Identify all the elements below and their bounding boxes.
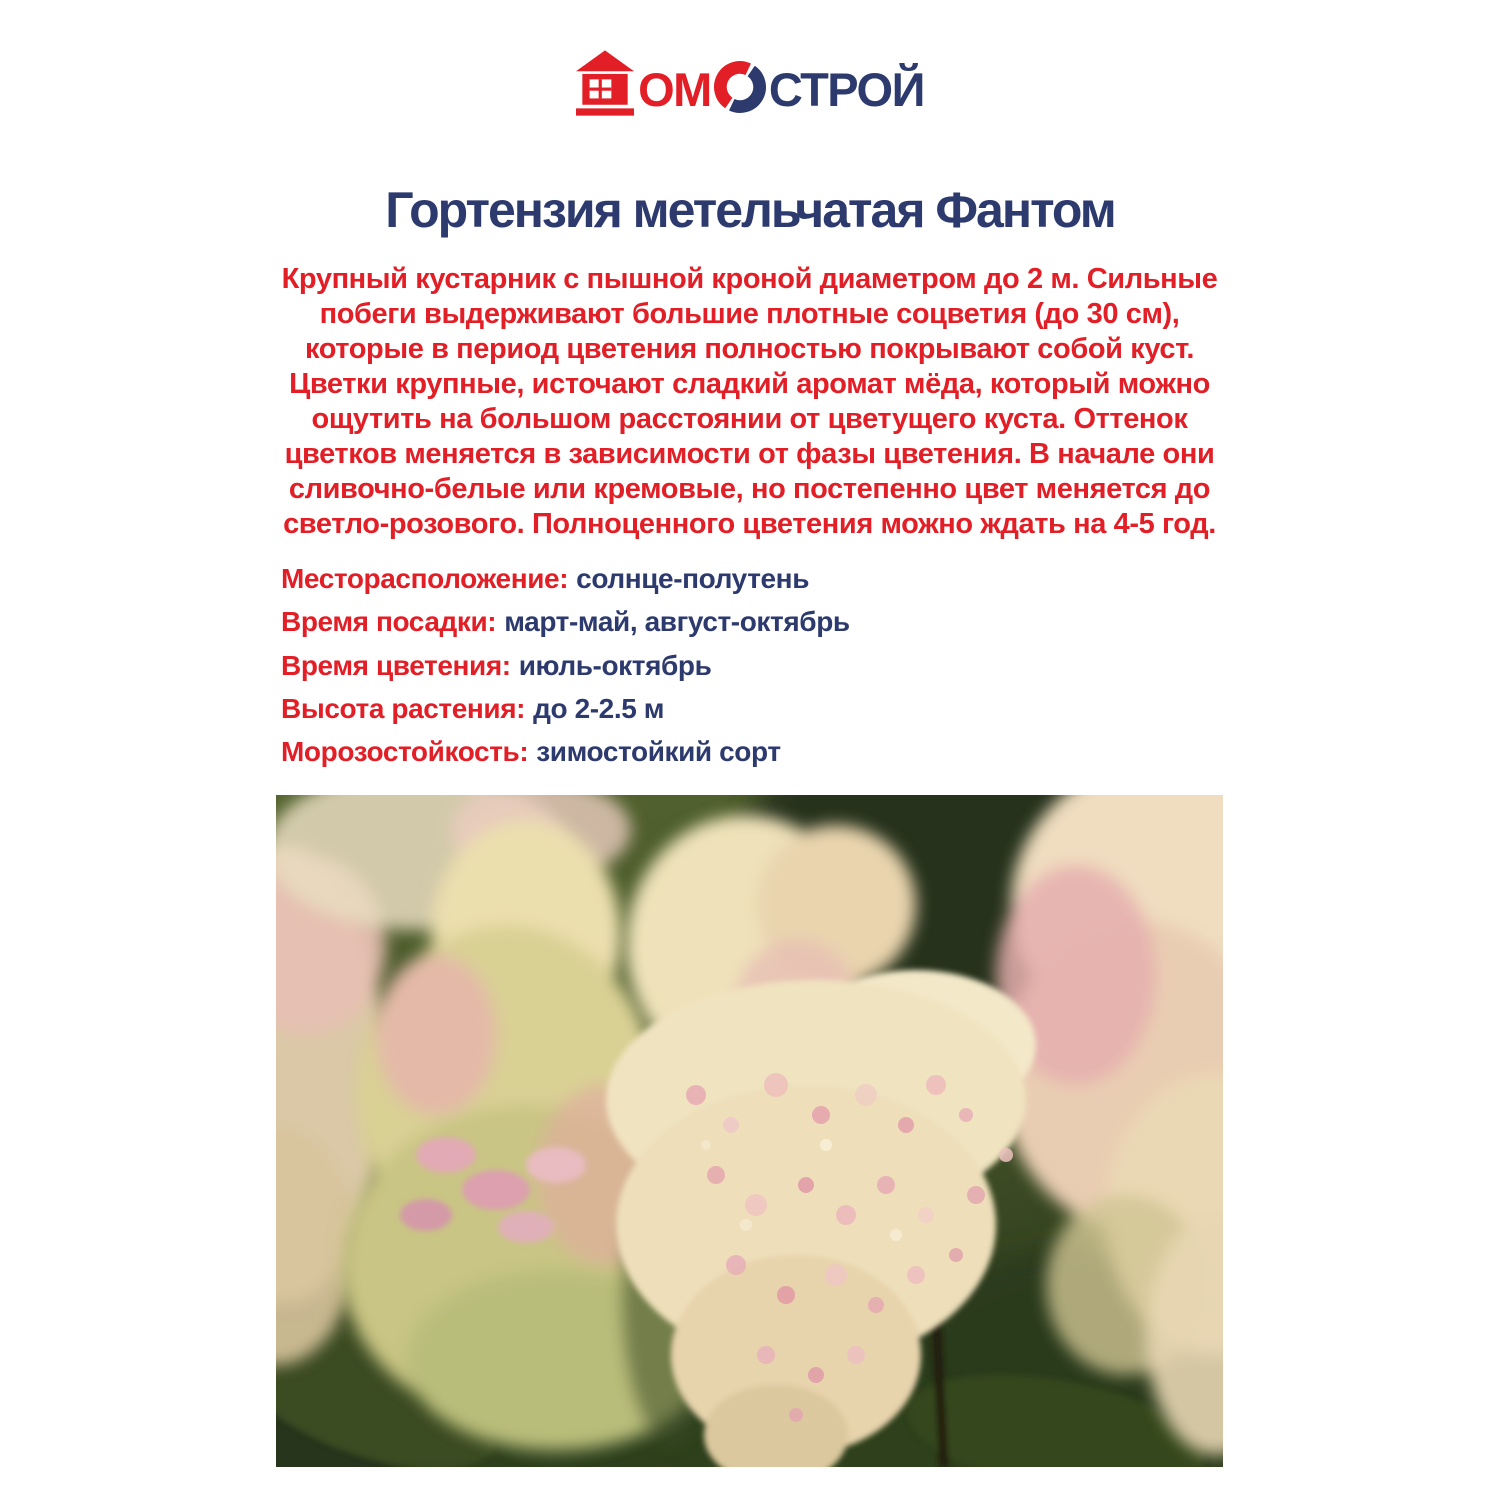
attribute-planting-time: [281, 605, 850, 639]
attribute-value: солнце-полутень: [576, 563, 810, 594]
attribute-location: [281, 562, 850, 596]
attribute-plant-height: [281, 692, 850, 726]
logo-text-om: ОМ: [638, 63, 711, 116]
attribute-flowering-time: [281, 649, 850, 683]
attribute-label: Месторасположение:: [281, 563, 569, 594]
product-photo: [276, 795, 1223, 1467]
attribute-value: март-май, август-октябрь: [504, 606, 850, 637]
attribute-label: Время посадки:: [281, 606, 497, 637]
attribute-label: Морозостойкость:: [281, 736, 529, 767]
logo-text-stroy: СТРОЙ: [768, 63, 924, 116]
attribute-frost-resistance: [281, 735, 850, 769]
brand-logo: [0, 50, 1500, 116]
attributes-list: [281, 562, 850, 778]
attribute-value: зимостойкий сорт: [536, 736, 781, 767]
page-title: Гортензия метельчатая Фантом: [385, 181, 1115, 238]
attribute-label: Время цветения:: [281, 650, 511, 681]
description-text: Крупный кустарник с пышной кроной диаметром до 2 м. Сильные побеги выдерживают большие плотные соцветия (до 30 см), которые в период цветения полностью покрывают собой куст. Цветки крупные, источают сладкий аромат мёда, который можно ощутить на большом расстоянии от цветущего куста. Оттенок цветков меняется в зависимости от фазы цветения. В начале они сливочно-белые или кремовые, но постепенно цвет меняется до светло-розового. Полноценного цветения можно ждать на 4-5 год.: [281, 263, 1218, 540]
attribute-label: Высота растения:: [281, 693, 526, 724]
house-icon: [576, 50, 634, 116]
attribute-value: до 2-2.5 м: [533, 693, 665, 724]
attribute-value: июль-октябрь: [518, 650, 712, 681]
rotation-ring-icon: [713, 60, 767, 114]
